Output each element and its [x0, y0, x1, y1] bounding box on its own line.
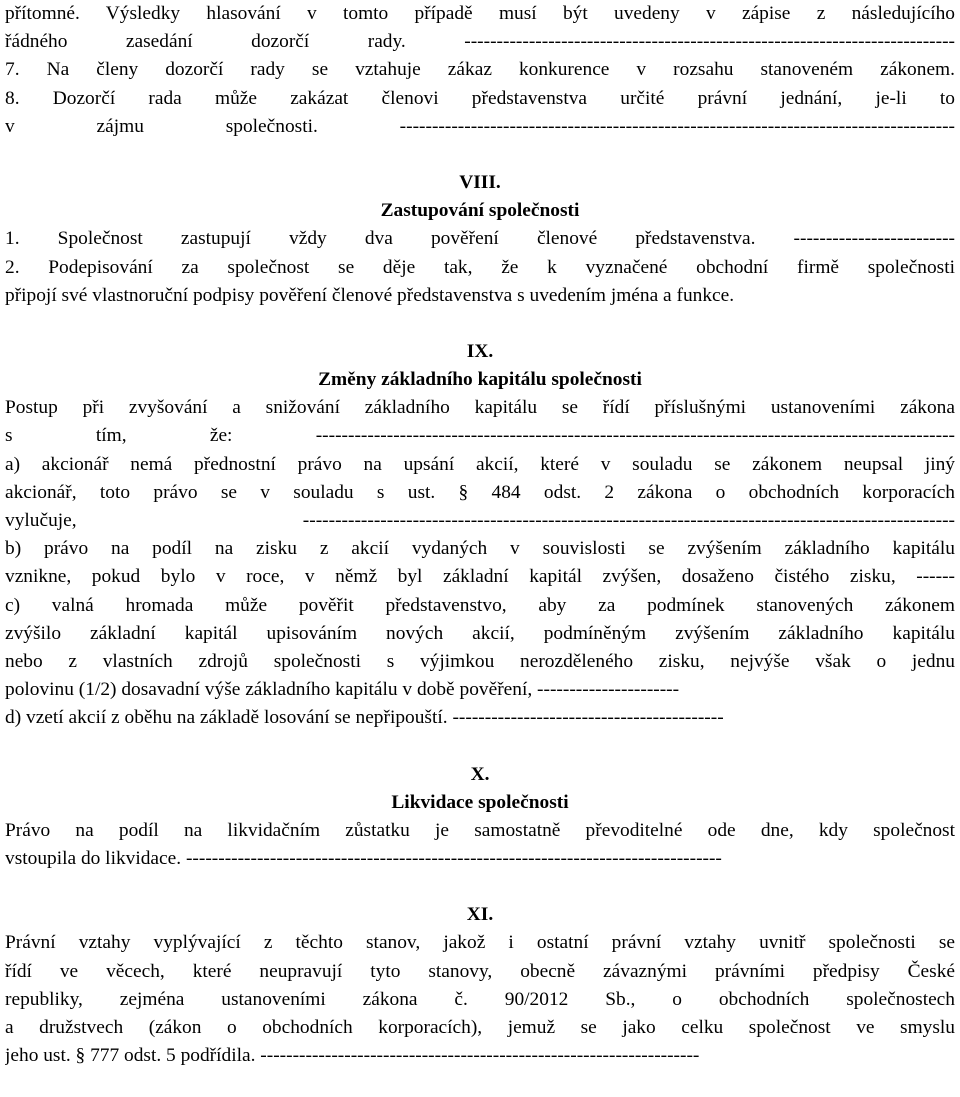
text-line: b) právo na podíl na zisku z akcií vydaných v souvislosti se zvýšením základního kapitálu — [5, 538, 955, 560]
text-line: přítomné. Výsledky hlasování v tomto případě musí být uvedeny v zápise z následujícího — [5, 3, 955, 24]
text-line: 2. Podepisování za společnost se děje tak, že k vyznačené obchodní firmě společnosti — [5, 256, 955, 278]
section-title: Změny základního kapitálu společnosti — [318, 369, 642, 391]
text-line: 7. Na členy dozorčí rady se vztahuje zákaz konkurence v rozsahu stanoveném zákonem. — [5, 59, 955, 81]
section-8 — [5, 169, 955, 310]
text-line: připojí své vlastnoruční podpisy pověření členové představenstva s uvedením jména a funkce. — [5, 284, 735, 306]
text-line: d) vzetí akcií z oběhu na základě losování se nepřipouští. ------------------------------------------ — [5, 707, 724, 729]
section-title: Likvidace společnosti — [391, 791, 569, 813]
text-line: vstoupila do likvidace. ----------------------------------------------------------------------------------- — [5, 848, 722, 870]
text-line: akcionář, toto právo se v souladu s ust. § 484 odst. 2 zákona o obchodních korporacích — [5, 481, 955, 503]
text-line: Právo na podíl na likvidačním zůstatku je samostatně převoditelné ode dne, kdy společnost — [5, 819, 955, 841]
text-line: polovinu (1/2) dosavadní výše základního kapitálu v době pověření, ---------------------- — [5, 679, 680, 701]
text-line: a družstvech (zákon o obchodních korporacích), jemuž se jako celku společnost ve smyslu — [5, 1017, 955, 1038]
text-line: Postup při zvyšování a snižování základního kapitálu se řídí příslušnými ustanoveními zákona — [5, 397, 955, 419]
section-number: XI. — [466, 904, 494, 926]
text-line: 8. Dozorčí rada může zakázat členovi představenstva určité právní jednání, je-li to — [5, 87, 955, 109]
text-line: jeho ust. § 777 odst. 5 podřídila. -------------------------------------------------------------------- — [5, 1045, 700, 1067]
text-line: vznikne, pokud bylo v roce, v němž byl základní kapitál zvýšen, dosaženo čistého zisku, ------ — [5, 566, 955, 588]
section-number: X. — [470, 763, 490, 785]
text-line: v zájmu společnosti. -------------------------------------------------------------------------------------- — [5, 115, 955, 137]
section-number: IX. — [466, 340, 494, 362]
section-number: VIII. — [459, 171, 501, 193]
text-line: c) valná hromada může pověřit představenstvo, aby za podmínek stanovených zákonem — [5, 594, 955, 616]
spacer — [5, 733, 955, 761]
text-line: nebo z vlastních zdrojů společnosti s výjimkou nerozděleného zisku, nejvýše však o jednu — [5, 650, 955, 672]
section-title: Zastupování společnosti — [380, 200, 580, 222]
text-line: 1. Společnost zastupují vždy dva pověření členové představenstva. ------------------------- — [5, 228, 955, 250]
text-line: řádného zasedání dozorčí rady. ---------------------------------------------------------------------------- — [5, 31, 955, 53]
text-line: Právní vztahy vyplývající z těchto stanov, jakož i ostatní právní vztahy uvnitř společnosti se — [5, 932, 955, 954]
text-line: s tím, že: --------------------------------------------------------------------------------------------------- — [5, 425, 955, 447]
text-line: republiky, zejména ustanoveními zákona č. 90/2012 Sb., o obchodních společnostech — [5, 988, 955, 1010]
section-11 — [5, 901, 955, 1070]
text-line: zvýšilo základní kapitál upisováním nových akcií, podmíněným zvýšením základního kapitálu — [5, 622, 955, 644]
text-line: a) akcionář nemá přednostní právo na upsání akcií, které v souladu se zákonem neupsal jiný — [5, 453, 955, 475]
section-7-continued — [5, 0, 955, 141]
spacer — [5, 141, 955, 169]
section-9 — [5, 338, 955, 733]
section-10 — [5, 761, 955, 874]
text-line: vylučuje, ----------------------------------------------------------------------------------------------------- — [5, 510, 955, 531]
spacer — [5, 310, 955, 338]
text-line: řídí ve věcech, které neupravují tyto stanovy, obecně závaznými právními předpisy České — [5, 960, 955, 982]
spacer — [5, 873, 955, 901]
